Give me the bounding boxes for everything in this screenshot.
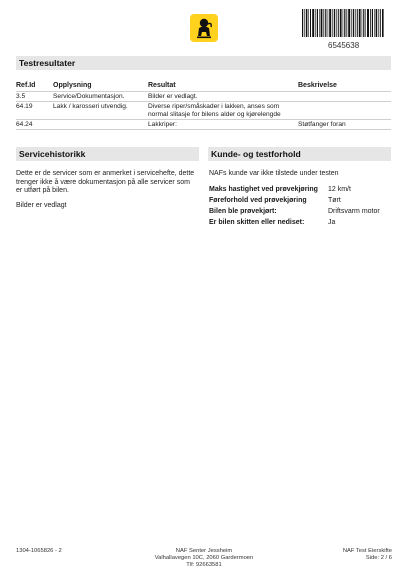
test-results-title: Testresultater	[16, 56, 391, 70]
footer-doc-id: 1304-1065826 - 2	[16, 548, 62, 554]
column-header-description: Beskrivelse	[298, 82, 337, 89]
condition-value: Ja	[328, 219, 336, 226]
footer-address	[104, 548, 304, 569]
cell-result: Lakkriper:	[148, 121, 177, 128]
condition-value: Tørt	[328, 197, 341, 204]
cell-ref: 64.24	[16, 121, 33, 128]
table-header-row	[16, 81, 391, 92]
column-header-result: Resultat	[148, 82, 176, 89]
condition-label: Føreforhold ved prøvekjøring	[209, 197, 307, 204]
column-header-info: Opplysning	[53, 82, 92, 89]
cell-info: Service/Dokumentasjon.	[53, 93, 125, 100]
cell-result: Bilder er vedlagt.	[148, 93, 198, 100]
naf-logo	[190, 14, 218, 42]
condition-label: Bilen ble prøvekjørt:	[209, 208, 277, 215]
column-header-ref: Ref.Id	[16, 82, 36, 89]
cell-ref: 3.5	[16, 93, 26, 100]
condition-label: Er bilen skitten eller nediset:	[209, 219, 305, 226]
cell-result: Diverse riper/småskader i lakken, anses som normal slitasje for bilens alder og kjørelengde	[148, 103, 281, 118]
footer-page-number: Side: 2 / 6	[365, 555, 392, 561]
footer-dealer-name: NAF Senter Jessheim	[175, 548, 233, 554]
cell-description: Støtfanger foran	[298, 121, 346, 128]
table-row	[16, 92, 391, 102]
footer-dealer-phone: Tlf: 92663581	[186, 562, 222, 568]
footer-report-type: NAF Test Eierskifte	[342, 548, 392, 554]
condition-label: Maks hastighet ved prøvekjøring	[209, 186, 318, 193]
service-history-attachments: Bilder er vedlagt	[16, 202, 67, 209]
footer-dealer-address: Valhallavegen 10C, 2060 Gardermoen	[154, 555, 254, 561]
service-history-title: Servicehistorikk	[16, 147, 199, 161]
table-row	[16, 102, 391, 120]
cell-ref: 64.19	[16, 103, 33, 110]
barcode	[302, 9, 384, 37]
lion-icon	[190, 14, 218, 42]
cell-info: Lakk / karosseri utvendig.	[53, 103, 128, 110]
service-history-text: Dette er de servicer som er anmerket i servicehefte, dette trenger ikke å være dokumentasjon på alle servicer som er utført på bilen.	[16, 170, 195, 195]
test-results-table	[16, 81, 391, 130]
customer-presence-text: NAFs kunde var ikke tilstede under testen	[209, 170, 339, 177]
condition-value: 12 km/t	[328, 186, 351, 193]
footer-page-info	[292, 548, 392, 562]
barcode-number: 6545638	[328, 41, 360, 50]
condition-value: Driftsvarm motor	[328, 208, 380, 215]
customer-conditions-title: Kunde- og testforhold	[208, 147, 391, 161]
table-row	[16, 120, 391, 130]
